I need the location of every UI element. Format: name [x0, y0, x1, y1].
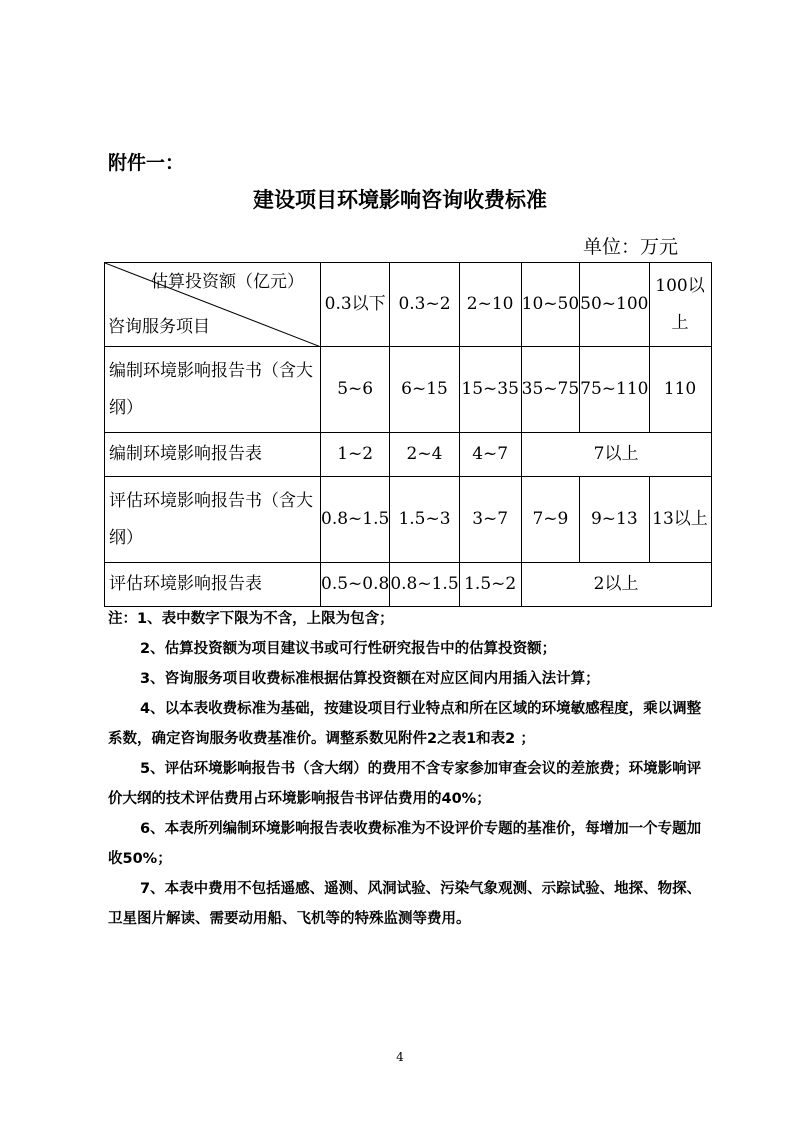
- column-header: 0.3以下: [321, 263, 390, 347]
- unit-label: 单位：万元: [582, 236, 678, 258]
- table-row: [105, 477, 712, 563]
- table-cell: 1.5~3: [390, 477, 459, 563]
- table-cell: 0.8~1.5: [321, 477, 390, 563]
- column-header: 100以上: [649, 263, 711, 347]
- row-label: 编制环境影响报告表: [105, 433, 321, 477]
- table-cell: 6~15: [390, 347, 459, 433]
- document-title: 建设项目环境影响咨询收费标准: [253, 188, 547, 212]
- fee-table: [104, 262, 712, 607]
- column-header: 50~100: [580, 263, 649, 347]
- table-cell: 1.5~2: [459, 563, 521, 607]
- table-cell: 7以上: [521, 433, 711, 477]
- table-cell: 35~75: [521, 347, 580, 433]
- table-cell: 7~9: [521, 477, 580, 563]
- table-cell: 15~35: [459, 347, 521, 433]
- table-cell: 2以上: [521, 563, 711, 607]
- header-investment-label: 估算投资额（亿元）: [151, 272, 304, 292]
- table-cell: 5~6: [321, 347, 390, 433]
- note-item: 6、本表所列编制环境影响报告表收费标准为不设评价专题的基准价，每增加一个专题加收50%；: [108, 821, 702, 867]
- column-header: 2~10: [459, 263, 521, 347]
- note-item: 3、咨询服务项目收费标准根据估算投资额在对应区间内用插入法计算；: [140, 671, 600, 687]
- header-service-label: 咨询服务项目: [108, 317, 210, 337]
- note-item: 5、评估环境影响报告书（含大纲）的费用不含专家参加审查会议的差旅费；环境影响评价大纲的技术评估费用占环境影响报告书评估费用的40%；: [108, 761, 702, 807]
- diagonal-header-cell: [105, 263, 321, 347]
- notes-section: [108, 604, 708, 934]
- table-cell: 0.8~1.5: [390, 563, 459, 607]
- table-row: [105, 563, 712, 607]
- page-number: 4: [396, 1050, 404, 1064]
- table-row: [105, 433, 712, 477]
- table-cell: 2~4: [390, 433, 459, 477]
- row-label: 评估环境影响报告书（含大纲）: [105, 477, 321, 563]
- table-cell: 9~13: [580, 477, 649, 563]
- note-item: 注：1、表中数字下限为不含，上限为包含；: [108, 611, 394, 627]
- table-cell: 13以上: [649, 477, 711, 563]
- table-cell: 0.5~0.8: [321, 563, 390, 607]
- annex-label: 附件一：: [108, 152, 185, 174]
- column-header: 0.3~2: [390, 263, 459, 347]
- column-header: 10~50: [521, 263, 580, 347]
- table-cell: 1~2: [321, 433, 390, 477]
- table-cell: 3~7: [459, 477, 521, 563]
- note-item: 7、本表中费用不包括遥感、遥测、风洞试验、污染气象观测、示踪试验、地探、物探、卫星图片解读、需要动用船、飞机等的特殊监测等费用。: [108, 881, 702, 927]
- note-item: 2、估算投资额为项目建议书或可行性研究报告中的估算投资额；: [140, 641, 557, 657]
- table-cell: 110: [649, 347, 711, 433]
- note-item: 4、以本表收费标准为基础，按建设项目行业特点和所在区域的环境敏感程度，乘以调整系数，确定咨询服务收费基准价。调整系数见附件2之表1和表2 ；: [108, 701, 702, 747]
- table-cell: 4~7: [459, 433, 521, 477]
- table-header-row: [105, 263, 712, 347]
- row-label: 编制环境影响报告书（含大纲）: [105, 347, 321, 433]
- table-cell: 75~110: [580, 347, 649, 433]
- row-label: 评估环境影响报告表: [105, 563, 321, 607]
- table-row: [105, 347, 712, 433]
